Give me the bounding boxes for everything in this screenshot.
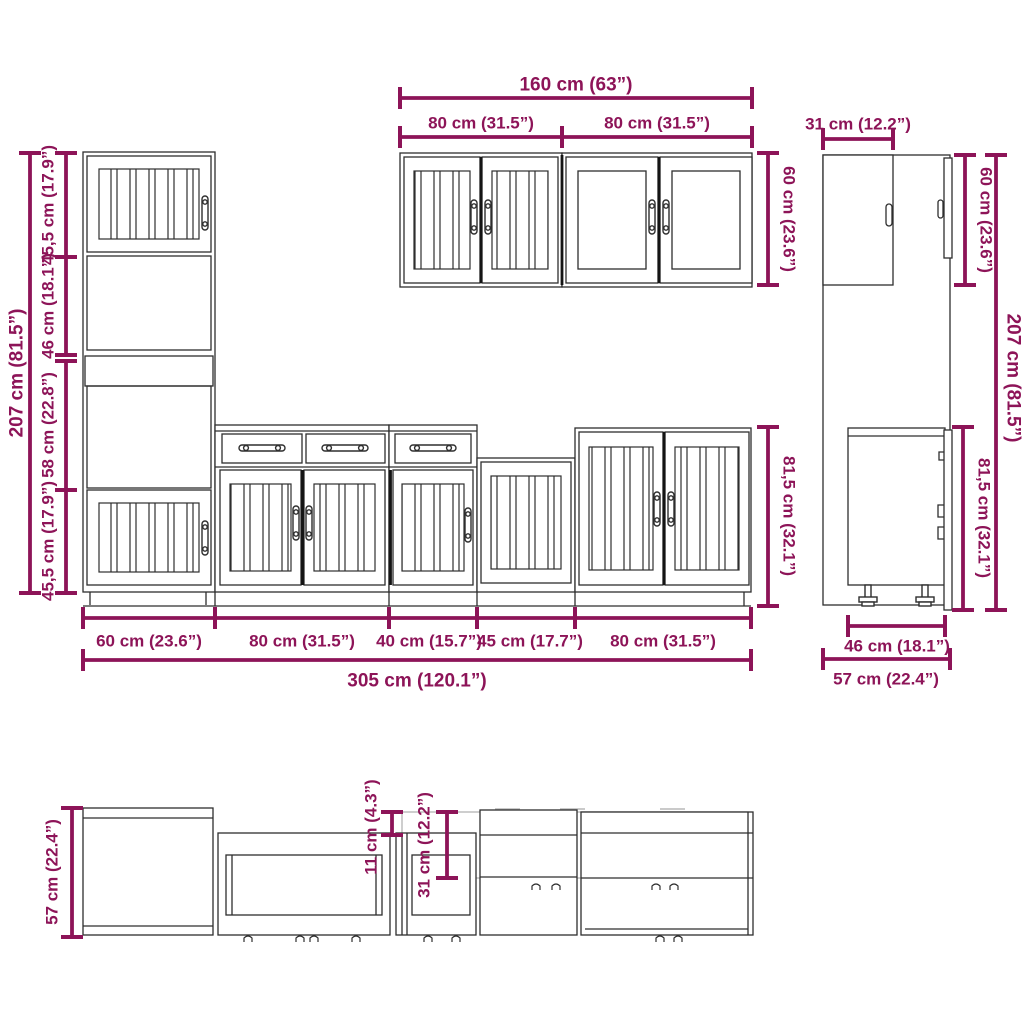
dim-label: 81,5 cm (32.1”) [974, 457, 994, 579]
foot-mark [552, 884, 560, 890]
dim-wall-halves [400, 114, 752, 138]
dim-label: 57 cm (22.4”) [42, 819, 62, 925]
wall-cabinet-handle [886, 204, 892, 226]
dim-label: 207 cm (81.5”) [1002, 313, 1024, 443]
tall-bottom-door-slats [99, 503, 199, 572]
tall-middle-panel [85, 356, 213, 386]
dim-front-base-height [768, 427, 799, 606]
dim-side-total-height [996, 155, 1024, 610]
drawer-handle [410, 445, 456, 451]
door-left-slats [230, 484, 291, 571]
dim-label: 80 cm (31.5”) [249, 631, 355, 651]
upper-door-edge [944, 158, 952, 258]
side-view [805, 115, 1023, 689]
door-right [660, 157, 752, 283]
dim-label: 40 cm (15.7”) [376, 631, 482, 651]
dim-label: 80 cm (31.5”) [604, 113, 710, 133]
plan-view [43, 779, 754, 942]
foot-mark [674, 936, 682, 942]
foot-mark [310, 936, 318, 942]
dim-wall-height [768, 153, 799, 285]
drawer-handle [322, 445, 368, 451]
base-80-doors-top [581, 812, 753, 935]
wall-cabinets-view [400, 75, 799, 288]
dim-label: 81,5 cm (32.1”) [779, 455, 799, 577]
dim-label: 57 cm (22.4”) [833, 669, 939, 689]
dim-label: 46 cm (18.1”) [38, 253, 58, 359]
dim-label: 207 cm (81.5”) [6, 308, 28, 438]
dim-front-total-height [7, 153, 31, 593]
door-slats [491, 476, 561, 569]
dim-label: 31 cm (12.2”) [805, 114, 911, 134]
door-right-slats [675, 447, 739, 570]
foot-mark [296, 936, 304, 942]
upper-door-handle [938, 200, 943, 218]
dim-front-unit-widths [83, 618, 751, 651]
door-handle [649, 200, 655, 234]
dim-side-base-height [963, 427, 994, 610]
tall-bottom-door-handle [202, 521, 208, 555]
dim-label: 80 cm (31.5”) [428, 113, 534, 133]
drawer-handle [239, 445, 285, 451]
base-cabinet-side [848, 428, 945, 585]
dim-label: 160 cm (63”) [519, 74, 633, 96]
dim-label: 60 cm (23.6”) [779, 166, 799, 272]
sink-45-top [480, 810, 577, 935]
dim-front-height-segments [39, 145, 67, 601]
dim-front-total-width [83, 660, 751, 692]
base-40-top [396, 833, 476, 935]
door-slats [402, 484, 464, 571]
foot-mark [452, 936, 460, 942]
door-left [566, 157, 658, 283]
door-handle [471, 200, 477, 234]
tall-cabinet-top [83, 808, 213, 935]
dim-side-upper-height [965, 155, 996, 285]
dim-label: 31 cm (12.2”) [414, 792, 434, 898]
dim-label: 60 cm (23.6”) [976, 167, 996, 273]
door-right-slats [492, 171, 548, 269]
foot-mark [244, 936, 252, 942]
base-cabinet-40 [389, 425, 477, 592]
dim-label: 45,5 cm (17.9”) [38, 144, 58, 266]
dim-label: 11 cm (4.3”) [361, 779, 381, 875]
dim-label: 60 cm (23.6”) [96, 631, 202, 651]
foot-mark [352, 936, 360, 942]
dim-side-top-depth [805, 115, 911, 140]
foot-mark [670, 884, 678, 890]
dim-side-total-depth [823, 659, 950, 689]
tall-cabinet-front [83, 152, 215, 605]
dim-label: 46 cm (18.1”) [844, 636, 950, 656]
foot-mark [532, 884, 540, 890]
door-handle [306, 506, 312, 540]
sink-cabinet-45 [477, 458, 575, 592]
wall-cabinet-side [823, 155, 893, 285]
dim-label: 45,5 cm (17.9”) [38, 480, 58, 602]
dim-label: 58 cm (22.8”) [38, 372, 58, 478]
foot-mark [652, 884, 660, 890]
door-handle [293, 506, 299, 540]
dim-label: 305 cm (120.1”) [347, 670, 487, 692]
ground-line [83, 592, 751, 606]
dim-label: 45 cm (17.7”) [477, 631, 583, 651]
wall-cabinet-panel [562, 153, 752, 287]
wall-cabinet-slatted [400, 153, 562, 287]
door-handle [663, 200, 669, 234]
door-handle [668, 492, 674, 526]
door-handle [654, 492, 660, 526]
door-left-slats [414, 171, 470, 269]
foot-mark [656, 936, 664, 942]
base-door-edge [944, 430, 952, 610]
dim-plan-depth [43, 808, 73, 937]
dim-side-base-depth [844, 626, 950, 656]
tall-top-door-handle [202, 196, 208, 230]
door-left-slats [589, 447, 653, 570]
dim-label: 80 cm (31.5”) [610, 631, 716, 651]
tall-plinth-lines [90, 592, 206, 605]
foot-mark [424, 936, 432, 942]
base-cabinet-80-drawers [215, 425, 389, 592]
door-right-slats [314, 484, 375, 571]
tall-top-door-slats [99, 169, 199, 239]
dim-wall-total-width [400, 75, 752, 99]
base-cabinet-80-doors [575, 428, 751, 592]
door-handle [465, 508, 471, 542]
door-handle [485, 200, 491, 234]
